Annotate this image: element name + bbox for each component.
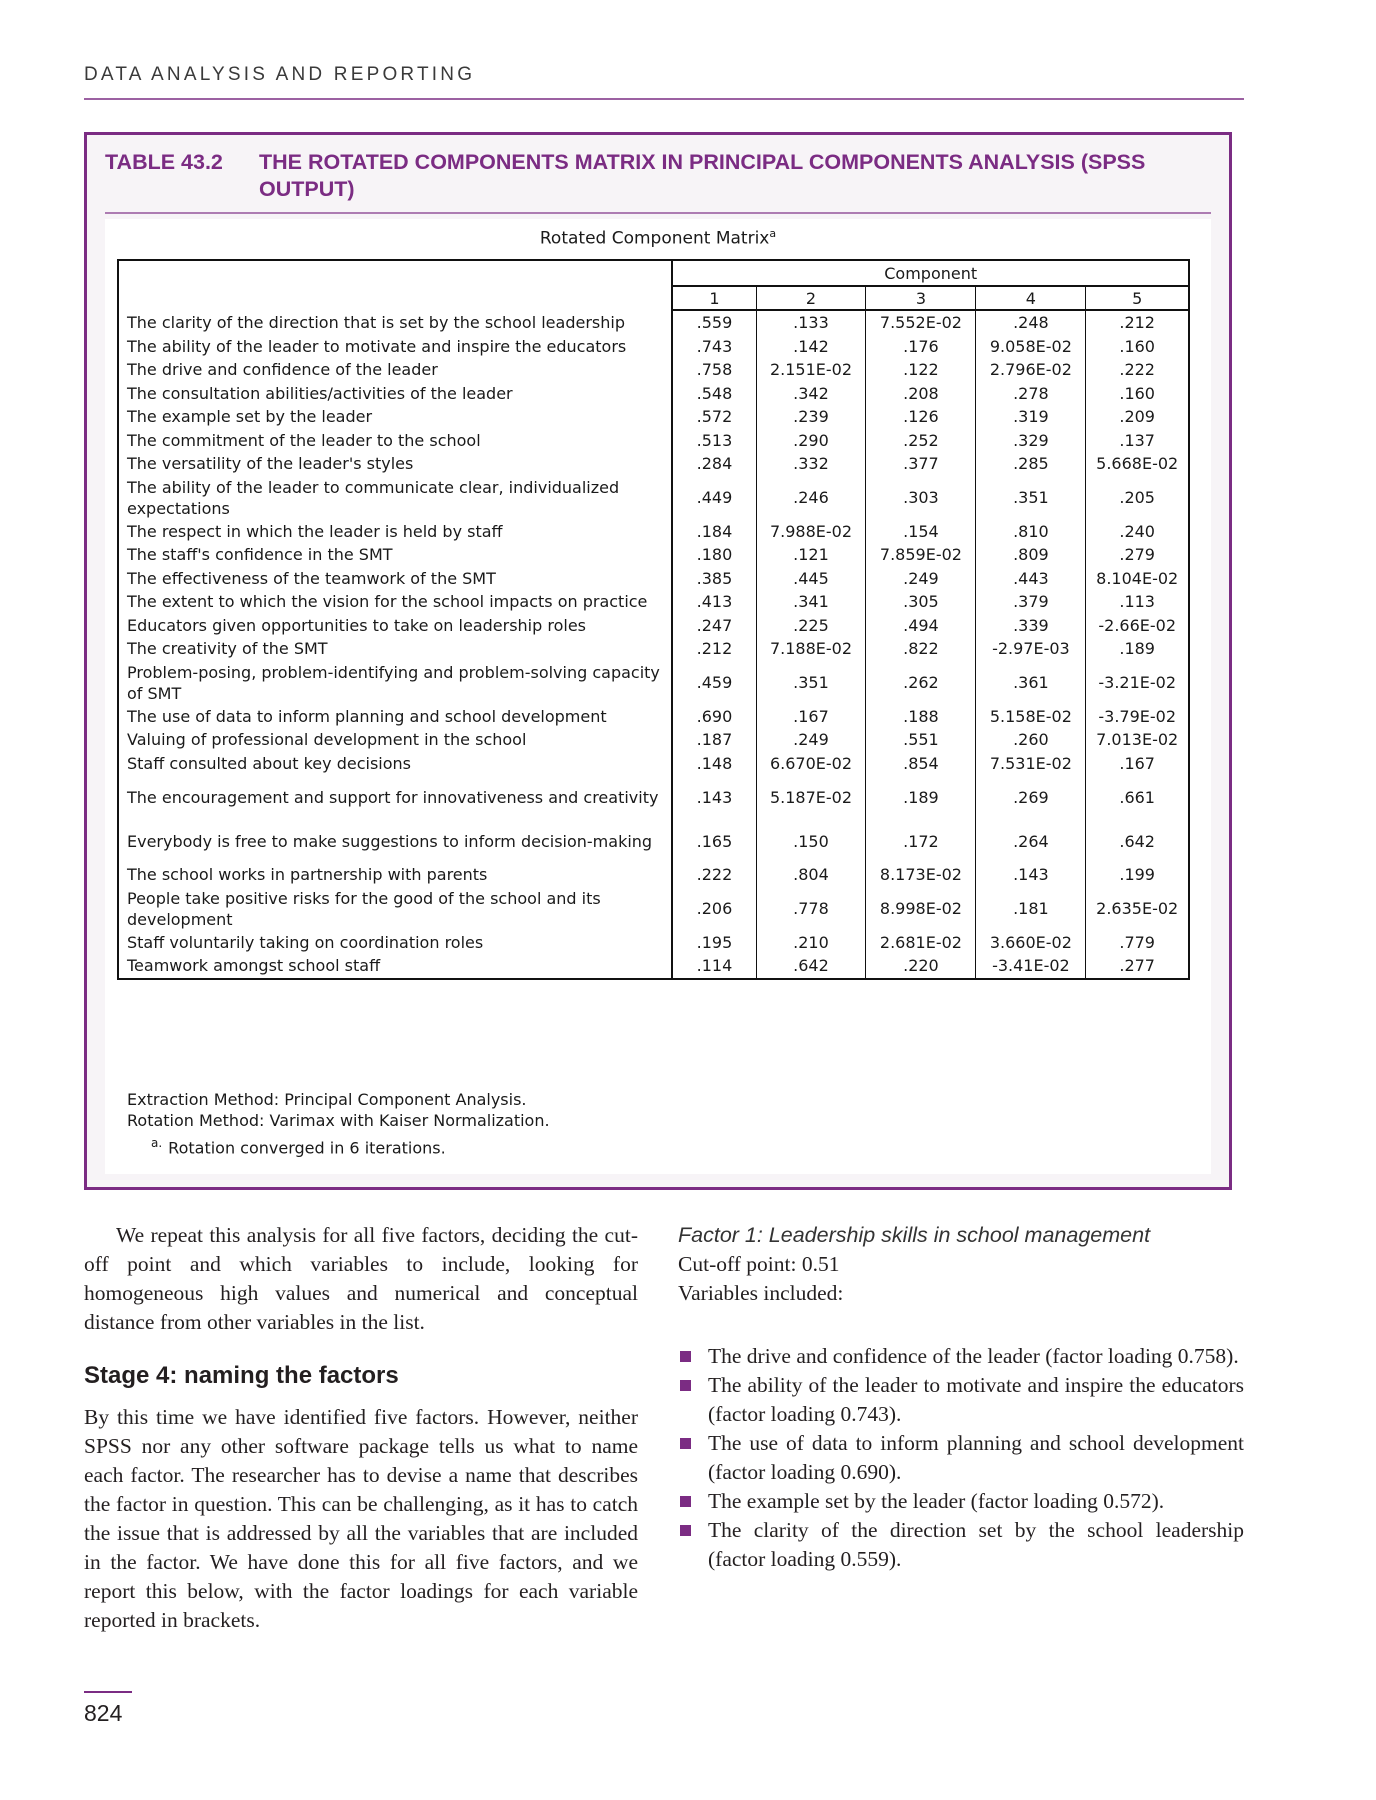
loading-cell: 7.013E-02 <box>1086 728 1189 752</box>
variable-label: The creativity of the SMT <box>127 639 328 659</box>
footnote <box>127 1133 550 1158</box>
loading-cell: .121 <box>756 543 866 567</box>
loading-cell: 3.660E-02 <box>976 931 1086 955</box>
loading-cell: .513 <box>672 429 756 453</box>
spss-output <box>105 219 1211 1174</box>
loading-cell: .137 <box>1086 429 1189 453</box>
loading-cell: .332 <box>756 452 866 476</box>
loading-cell: .248 <box>976 310 1086 335</box>
loading-cell: .187 <box>672 728 756 752</box>
loading-cell: 5.158E-02 <box>976 705 1086 729</box>
loading-cell: .150 <box>756 819 866 863</box>
loading-cell: .572 <box>672 405 756 429</box>
loading-cell: 2.151E-02 <box>756 358 866 382</box>
variables-label: Variables included: <box>678 1281 844 1305</box>
loading-cell: 5.187E-02 <box>756 775 866 819</box>
loading-cell: .279 <box>1086 543 1189 567</box>
loading-cell: .269 <box>976 775 1086 819</box>
table-row <box>118 405 1189 429</box>
loading-cell: .188 <box>866 705 976 729</box>
rotation-note: Rotation Method: Varimax with Kaiser Normalization. <box>127 1111 550 1130</box>
table-row <box>118 931 1189 955</box>
loading-cell: .252 <box>866 429 976 453</box>
loading-cell: .246 <box>756 476 866 520</box>
component-column-header: 2 <box>756 286 866 310</box>
loading-cell: .222 <box>1086 358 1189 382</box>
loading-cell: .122 <box>866 358 976 382</box>
loading-cell: .278 <box>976 382 1086 406</box>
loading-cell: .810 <box>976 520 1086 544</box>
table-row <box>118 590 1189 614</box>
table-row <box>118 476 1189 520</box>
variable-label: The encouragement and support for innovativeness and creativity <box>127 787 659 807</box>
table-row <box>118 452 1189 476</box>
loading-cell: .339 <box>976 614 1086 638</box>
loading-cell: 9.058E-02 <box>976 335 1086 359</box>
table-title: THE ROTATED COMPONENTS MATRIX IN PRINCIPAL COMPONENTS ANALYSIS (SPSS OUTPUT) <box>259 150 1146 201</box>
variables-list <box>678 1342 1244 1574</box>
loading-cell: .167 <box>756 705 866 729</box>
variable-label: The use of data to inform planning and school development <box>127 706 607 726</box>
table-row <box>118 543 1189 567</box>
loading-cell: .804 <box>756 863 866 887</box>
loading-cell: .743 <box>672 335 756 359</box>
loading-cell: 2.681E-02 <box>866 931 976 955</box>
loading-cell: .413 <box>672 590 756 614</box>
loading-cell: .449 <box>672 476 756 520</box>
loading-cell: .642 <box>1086 819 1189 863</box>
table-row <box>118 752 1189 776</box>
loading-cell: .176 <box>866 335 976 359</box>
loading-cell: 7.859E-02 <box>866 543 976 567</box>
paragraph-repeat-analysis: We repeat this analysis for all five factors, deciding the cut-off point and which variables to include, looking for homogeneous high values and numerical and conceptual distance from other variables in the list. <box>84 1223 638 1334</box>
table-row <box>118 637 1189 661</box>
header-blank <box>118 260 672 286</box>
list-item <box>678 1429 1244 1487</box>
loading-cell: .160 <box>1086 335 1189 359</box>
loading-cell: .779 <box>1086 931 1189 955</box>
list-item-text: The example set by the leader (factor loading 0.572). <box>708 1489 1165 1513</box>
list-item <box>678 1516 1244 1574</box>
square-bullet-icon <box>680 1380 691 1391</box>
section-heading: Stage 4: naming the factors <box>84 1362 399 1389</box>
table-row <box>118 954 1189 979</box>
square-bullet-icon <box>680 1351 691 1362</box>
table-row <box>118 614 1189 638</box>
variable-label: Teamwork amongst school staff <box>127 956 381 976</box>
loading-cell: -2.66E-02 <box>1086 614 1189 638</box>
loading-cell: .264 <box>976 819 1086 863</box>
loading-cell: .160 <box>1086 382 1189 406</box>
loading-cell: 5.668E-02 <box>1086 452 1189 476</box>
loading-cell: .114 <box>672 954 756 979</box>
table-row <box>118 310 1189 335</box>
spss-title <box>105 227 1211 249</box>
loading-cell: -2.97E-03 <box>976 637 1086 661</box>
variable-label: Educators given opportunities to take on leadership roles <box>127 615 587 635</box>
variable-label: The clarity of the direction that is set by the school leadership <box>127 312 625 332</box>
loading-cell: .548 <box>672 382 756 406</box>
loading-cell: .351 <box>976 476 1086 520</box>
loading-cell: .142 <box>756 335 866 359</box>
variable-label: The drive and confidence of the leader <box>127 360 438 380</box>
variable-label: The extent to which the vision for the school impacts on practice <box>127 592 648 612</box>
variable-label: Everybody is free to make suggestions to inform decision-making <box>127 831 653 851</box>
table-row <box>118 358 1189 382</box>
component-column-header: 4 <box>976 286 1086 310</box>
loading-cell: .351 <box>756 661 866 705</box>
loading-cell: .249 <box>866 567 976 591</box>
loading-cell: 7.531E-02 <box>976 752 1086 776</box>
loading-cell: .172 <box>866 819 976 863</box>
cutoff-point: Cut-off point: 0.51 <box>678 1252 840 1276</box>
loading-cell: .184 <box>672 520 756 544</box>
loading-cell: .148 <box>672 752 756 776</box>
table-row <box>118 863 1189 887</box>
table-row <box>118 382 1189 406</box>
loading-cell: .642 <box>756 954 866 979</box>
loading-cell: .133 <box>756 310 866 335</box>
right-column <box>678 1221 1244 1574</box>
loading-cell: .222 <box>672 863 756 887</box>
loading-cell: .854 <box>866 752 976 776</box>
loading-cell: .240 <box>1086 520 1189 544</box>
list-item <box>678 1487 1244 1516</box>
loading-cell: .290 <box>756 429 866 453</box>
loading-cell: .341 <box>756 590 866 614</box>
loading-cell: .661 <box>1086 775 1189 819</box>
variable-label: Valuing of professional development in the school <box>127 730 527 750</box>
loading-cell: 6.670E-02 <box>756 752 866 776</box>
loading-cell: .143 <box>976 863 1086 887</box>
loading-cell: .181 <box>976 887 1086 931</box>
component-column-header: 5 <box>1086 286 1189 310</box>
loading-cell: .379 <box>976 590 1086 614</box>
loading-cell: .126 <box>866 405 976 429</box>
loading-cell: .284 <box>672 452 756 476</box>
loading-cell: .189 <box>1086 637 1189 661</box>
list-item-text: The ability of the leader to motivate and inspire the educators (factor loading 0.743). <box>708 1373 1244 1426</box>
loading-cell: .494 <box>866 614 976 638</box>
page-number: 824 <box>84 1700 123 1726</box>
spss-title-superscript: a <box>769 227 777 240</box>
list-item-text: The clarity of the direction set by the school leadership (factor loading 0.559). <box>708 1518 1244 1571</box>
running-head: DATA ANALYSIS AND REPORTING <box>84 64 476 85</box>
loading-cell: .212 <box>672 637 756 661</box>
spss-title-text: Rotated Component Matrix <box>539 228 770 249</box>
loading-cell: 8.998E-02 <box>866 887 976 931</box>
table-number: TABLE 43.2 <box>105 150 223 174</box>
loading-cell: 2.635E-02 <box>1086 887 1189 931</box>
table-row <box>118 335 1189 359</box>
table-notes <box>127 1089 550 1158</box>
list-item <box>678 1371 1244 1429</box>
loading-cell: .154 <box>866 520 976 544</box>
loading-cell: .778 <box>756 887 866 931</box>
variable-label: The versatility of the leader's styles <box>127 454 414 474</box>
loading-cell: .180 <box>672 543 756 567</box>
loading-cell: 8.173E-02 <box>866 863 976 887</box>
loading-cell: .342 <box>756 382 866 406</box>
variable-label: The school works in partnership with parents <box>127 865 488 885</box>
loading-cell: .285 <box>976 452 1086 476</box>
variable-label: Staff voluntarily taking on coordination roles <box>127 932 484 952</box>
variable-label: The ability of the leader to communicate clear, individualized expectations <box>127 477 620 518</box>
factor-title: Factor 1: Leadership skills in school management <box>678 1223 1151 1247</box>
loading-cell: .212 <box>1086 310 1189 335</box>
variable-label: The consultation abilities/activities of the leader <box>127 383 513 403</box>
square-bullet-icon <box>680 1438 691 1449</box>
loading-cell: .195 <box>672 931 756 955</box>
table-row <box>118 705 1189 729</box>
loading-cell: .167 <box>1086 752 1189 776</box>
loading-cell: .208 <box>866 382 976 406</box>
square-bullet-icon <box>680 1496 691 1507</box>
loading-cell: .809 <box>976 543 1086 567</box>
component-group-header: Component <box>672 260 1189 286</box>
loading-cell: .690 <box>672 705 756 729</box>
header-blank <box>118 286 672 310</box>
table-row <box>118 887 1189 931</box>
loading-cell: .459 <box>672 661 756 705</box>
loading-cell: .277 <box>1086 954 1189 979</box>
list-item <box>678 1342 1244 1371</box>
loading-cell: 7.552E-02 <box>866 310 976 335</box>
footer-rule <box>84 1691 132 1693</box>
loading-cell: .361 <box>976 661 1086 705</box>
loading-cell: .189 <box>866 775 976 819</box>
loading-cell: .199 <box>1086 863 1189 887</box>
variable-label: Problem-posing, problem-identifying and problem-solving capacity of SMT <box>127 662 660 703</box>
loading-cell: .209 <box>1086 405 1189 429</box>
variable-label: The staff's confidence in the SMT <box>127 545 393 565</box>
table-box <box>84 132 1232 1190</box>
list-item-text: The use of data to inform planning and school development (factor loading 0.690). <box>708 1431 1244 1484</box>
variable-label: Staff consulted about key decisions <box>127 753 411 773</box>
list-item-text: The drive and confidence of the leader (factor loading 0.758). <box>708 1344 1239 1368</box>
loading-cell: .385 <box>672 567 756 591</box>
loading-cell: .262 <box>866 661 976 705</box>
loading-cell: .319 <box>976 405 1086 429</box>
paragraph-naming-factors: By this time we have identified five factors. However, neither SPSS nor any other software package tells us what to name each factor. The researcher has to devise a name that describes the factor in question. This can be challenging, as it has to catch the issue that is addressed by all the variables that are included in the factor. We have done this for all five factors, and we report this below, with the factor loadings for each variable reported in brackets. <box>84 1405 638 1632</box>
loading-cell: -3.79E-02 <box>1086 705 1189 729</box>
extraction-note: Extraction Method: Principal Component Analysis. <box>127 1090 527 1109</box>
loading-cell: .443 <box>976 567 1086 591</box>
footnote-marker: a. <box>151 1136 163 1150</box>
loading-cell: .305 <box>866 590 976 614</box>
loading-cell: .113 <box>1086 590 1189 614</box>
table-row <box>118 728 1189 752</box>
rotated-component-matrix <box>117 259 1190 980</box>
loading-cell: .551 <box>866 728 976 752</box>
loading-cell: .220 <box>866 954 976 979</box>
loading-cell: .143 <box>672 775 756 819</box>
loading-cell: .247 <box>672 614 756 638</box>
table-row <box>118 819 1189 863</box>
header-rule <box>84 98 1244 100</box>
variable-label: The ability of the leader to motivate and inspire the educators <box>127 336 627 356</box>
loading-cell: .559 <box>672 310 756 335</box>
loading-cell: .249 <box>756 728 866 752</box>
loading-cell: -3.41E-02 <box>976 954 1086 979</box>
loading-cell: .758 <box>672 358 756 382</box>
variable-label: People take positive risks for the good of the school and its development <box>127 888 601 929</box>
loading-cell: .165 <box>672 819 756 863</box>
loading-cell: .210 <box>756 931 866 955</box>
square-bullet-icon <box>680 1525 691 1536</box>
variable-label: The commitment of the leader to the school <box>127 430 481 450</box>
variable-label: The effectiveness of the teamwork of the SMT <box>127 568 496 588</box>
table-row <box>118 567 1189 591</box>
caption-rule <box>105 212 1211 214</box>
loading-cell: .329 <box>976 429 1086 453</box>
footnote-text: Rotation converged in 6 iterations. <box>168 1138 446 1158</box>
loading-cell: .206 <box>672 887 756 931</box>
loading-cell: .239 <box>756 405 866 429</box>
component-column-header: 3 <box>866 286 976 310</box>
loading-cell: 7.988E-02 <box>756 520 866 544</box>
loading-cell: .225 <box>756 614 866 638</box>
loading-cell: 7.188E-02 <box>756 637 866 661</box>
loading-cell: .205 <box>1086 476 1189 520</box>
variable-label: The respect in which the leader is held by staff <box>127 521 503 541</box>
loading-cell: 2.796E-02 <box>976 358 1086 382</box>
table-row <box>118 661 1189 705</box>
loading-cell: .303 <box>866 476 976 520</box>
loading-cell: 8.104E-02 <box>1086 567 1189 591</box>
loading-cell: .822 <box>866 637 976 661</box>
variable-label: The example set by the leader <box>127 407 373 427</box>
table-row <box>118 775 1189 819</box>
loading-cell: -3.21E-02 <box>1086 661 1189 705</box>
loading-cell: .377 <box>866 452 976 476</box>
table-row <box>118 429 1189 453</box>
table-row <box>118 520 1189 544</box>
loading-cell: .260 <box>976 728 1086 752</box>
left-column <box>84 1221 638 1635</box>
component-column-header: 1 <box>672 286 756 310</box>
loading-cell: .445 <box>756 567 866 591</box>
